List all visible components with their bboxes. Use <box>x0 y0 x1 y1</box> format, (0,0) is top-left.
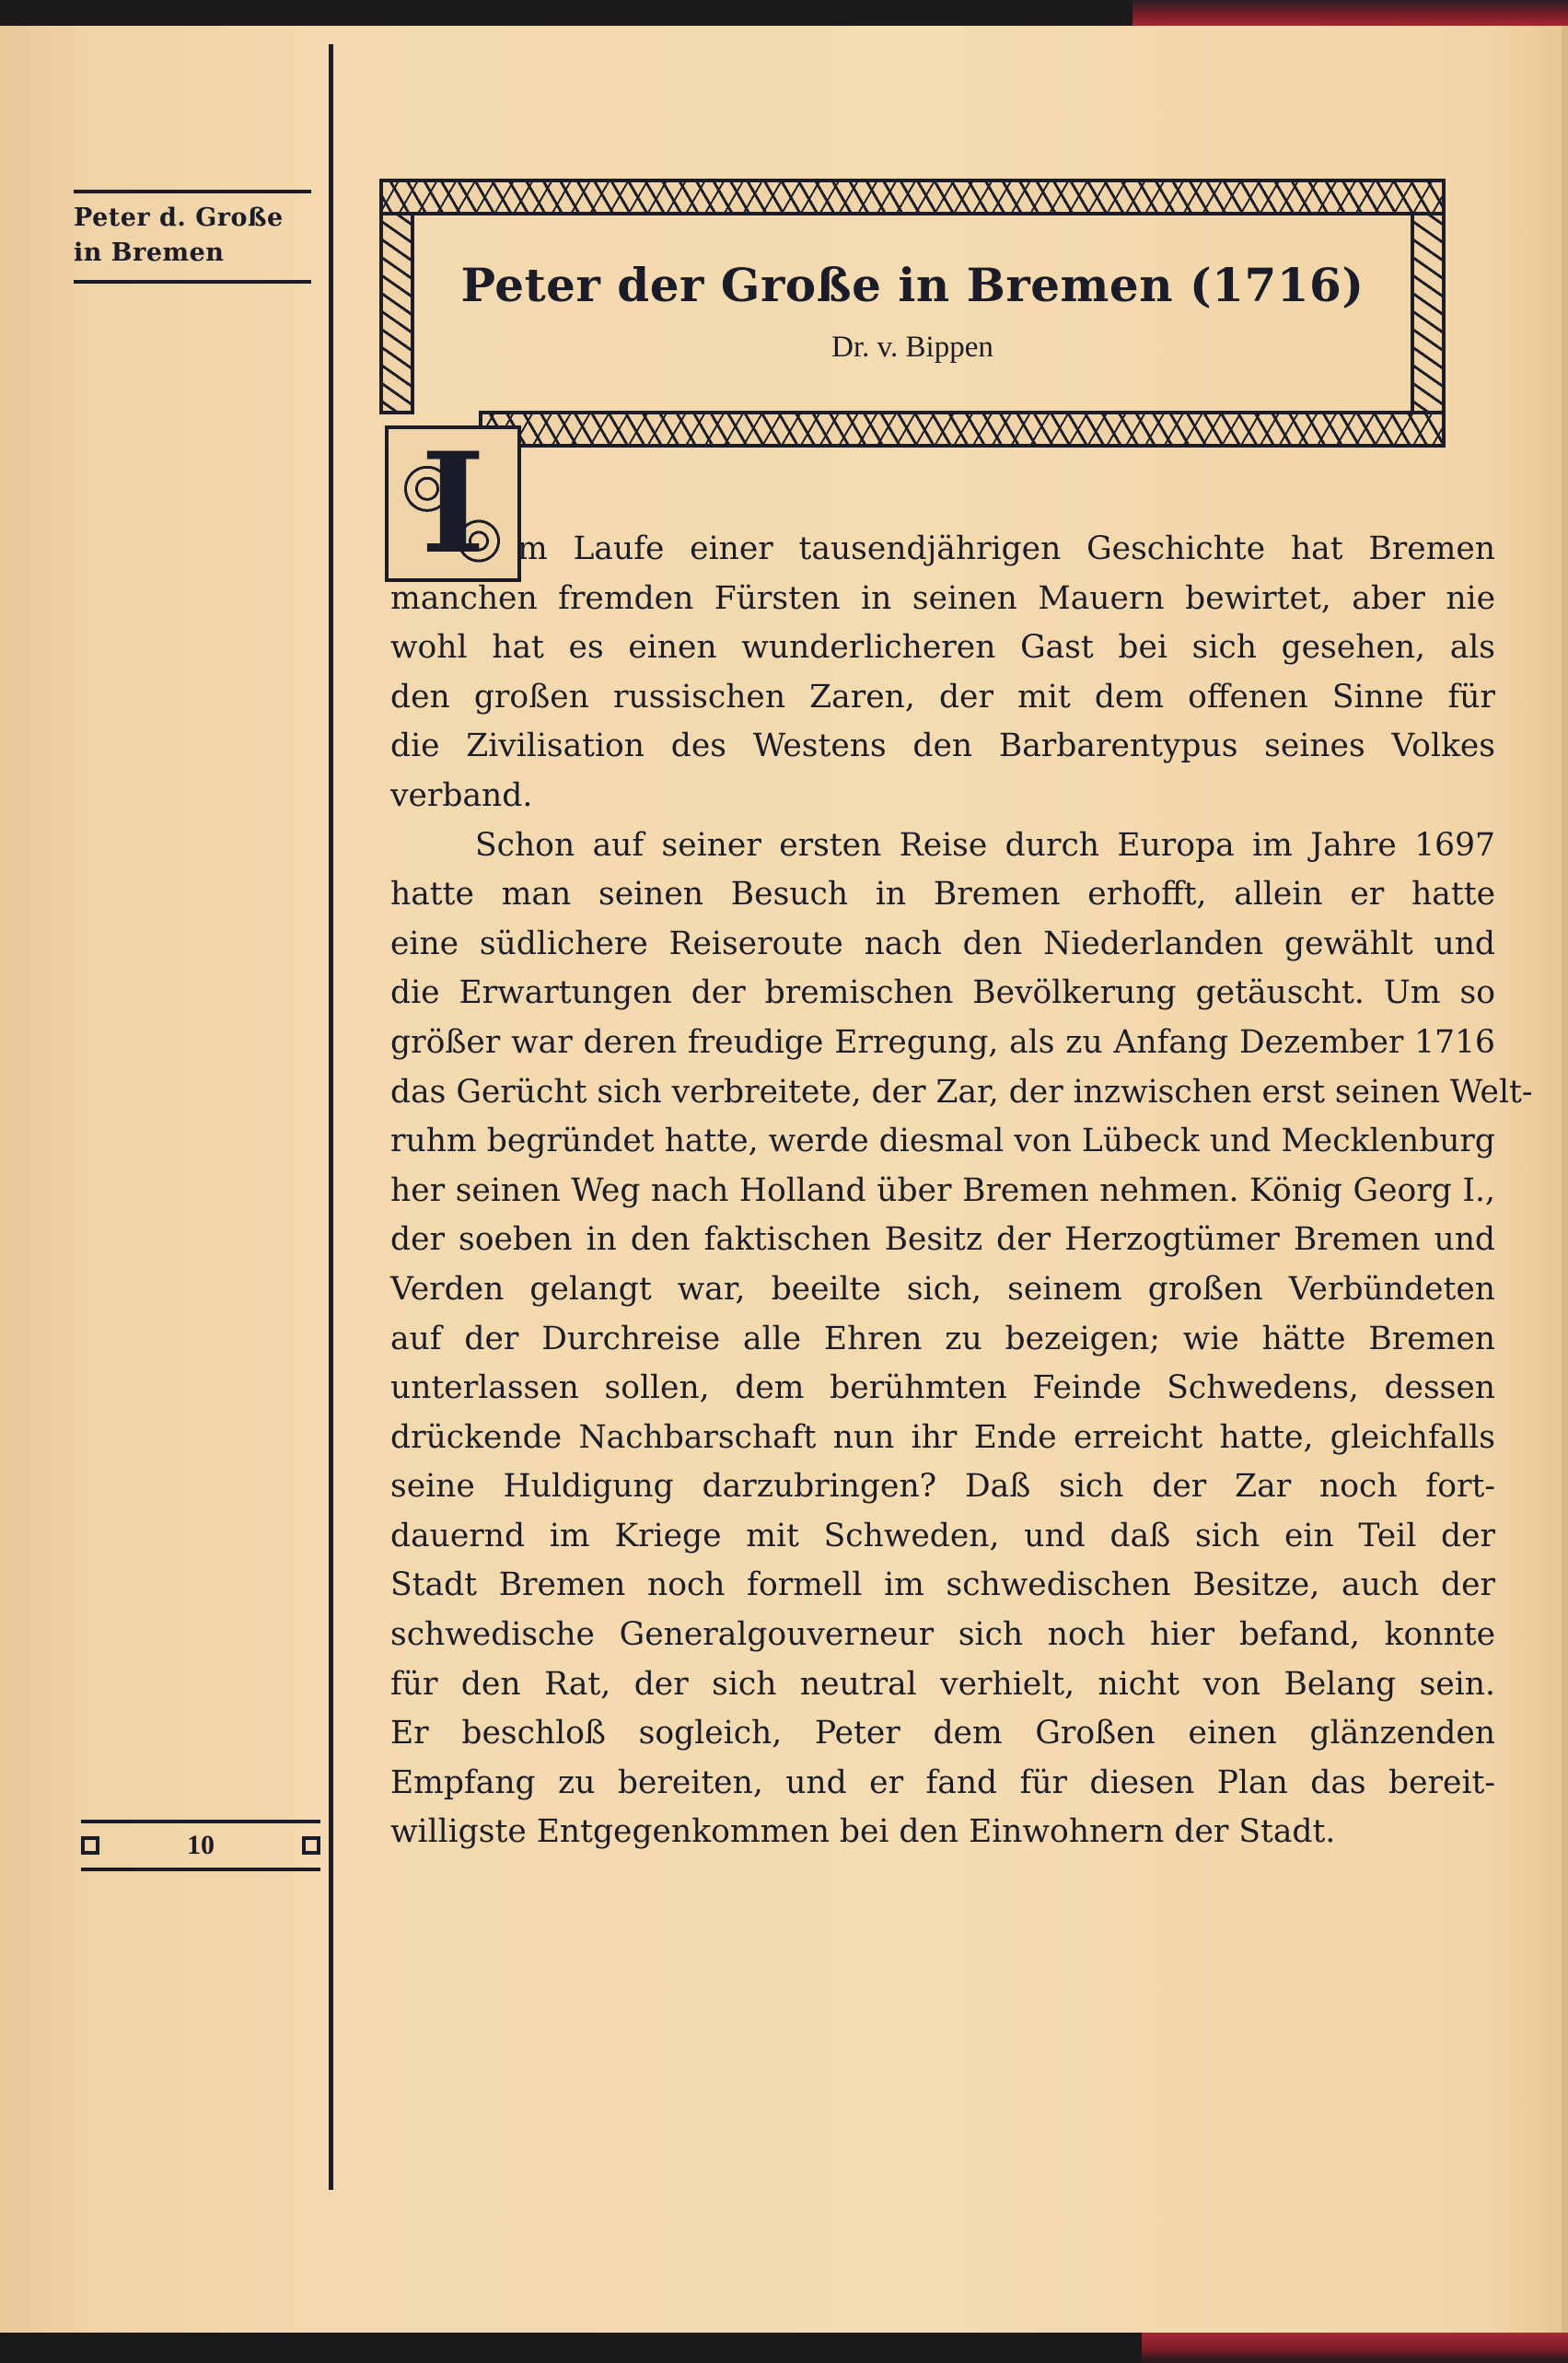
running-head <box>74 190 311 284</box>
ornamental-title-frame <box>379 179 1446 448</box>
article-author: Dr. v. Bippen <box>831 331 993 364</box>
running-head-line-2: in Bremen <box>74 239 225 267</box>
text-line: für den Rat, der sich neutral verhielt, nicht von Belang sein. <box>390 1665 1495 1703</box>
running-head-line-1: Peter d. Große <box>74 204 284 232</box>
text-line: m Laufe einer tausendjährigen Geschichte hat Bremen <box>517 530 1495 567</box>
text-line: der soeben in den faktischen Besitz der Herzogtümer Bremen und <box>390 1221 1495 1259</box>
text-line: den großen russischen Zaren, der mit dem offenen Sinne für <box>390 678 1495 716</box>
text-line: verband. <box>390 776 533 814</box>
text-line: Schon auf seiner ersten Reise durch Europa im Jahre 1697 <box>475 826 1495 864</box>
text-line: wohl hat es einen wunderlicheren Gast bei sich gesehen, als <box>390 629 1495 667</box>
book-cover-bottom-edge <box>1142 2328 1568 2363</box>
text-line: ruhm begründet hatte, werde diesmal von Lübeck und Mecklenburg <box>390 1123 1495 1160</box>
text-line: hatte man seinen Besuch in Bremen erhofft, allein er hatte <box>390 876 1495 914</box>
text-line: Verden gelangt war, beeilte sich, seinem großen Verbündeten <box>390 1270 1495 1308</box>
text-line: Stadt Bremen noch formell im schwedischen Besitze, auch der <box>390 1566 1495 1604</box>
page-edge <box>1562 26 1568 2333</box>
text-line: seine Huldigung darzubringen? Daß sich der Zar noch fort- <box>390 1468 1495 1506</box>
page-number-box <box>81 1820 320 1871</box>
square-ornament-icon <box>81 1836 99 1855</box>
text-line: die Zivilisation des Westens den Barbarentypus seines Volkes <box>390 728 1495 765</box>
article-title: Peter der Große in Bremen (1716) <box>460 258 1365 312</box>
text-line: dauernd im Kriege mit Schweden, und daß sich ein Teil der <box>390 1517 1495 1554</box>
text-line: drückende Nachbarschaft nun ihr Ende erreicht hatte, gleichfalls <box>390 1418 1495 1456</box>
text-line: größer war deren freudige Erregung, als zu Anfang Dezember 1716 <box>390 1023 1495 1061</box>
drop-cap-letter: I <box>420 423 486 585</box>
text-line: das Gerücht sich verbreitete, der Zar, der inzwischen erst seinen Welt- <box>390 1073 1533 1111</box>
article-body <box>390 525 1533 1857</box>
text-line: her seinen Weg nach Holland über Bremen nehmen. König Georg I., <box>390 1171 1495 1209</box>
ornament-border-left <box>379 212 414 414</box>
text-line: unterlassen sollen, dem berühmten Feinde Schwedens, dessen <box>390 1369 1495 1407</box>
title-block <box>420 219 1405 407</box>
text-line: auf der Durchreise alle Ehren zu bezeigen; wie hätte Bremen <box>390 1320 1495 1357</box>
text-line: Empfang zu bereiten, und er fand für diesen Plan das bereit- <box>390 1764 1495 1801</box>
text-line: willigste Entgegenkommen bei den Einwohnern der Stadt. <box>390 1813 1336 1851</box>
square-ornament-icon <box>302 1836 320 1855</box>
page-number: 10 <box>187 1830 215 1860</box>
text-line: schwedische Generalgouverneur sich noch hier befand, konnte <box>390 1616 1495 1654</box>
ornament-border-bottom <box>479 411 1446 448</box>
text-line: eine südlichere Reiseroute nach den Niederlanden gewählt und <box>390 925 1495 962</box>
ornament-border-top <box>379 179 1446 215</box>
text-line: manchen fremden Fürsten in seinen Mauern bewirtet, aber nie <box>390 579 1495 617</box>
margin-rule <box>329 44 333 2190</box>
text-line: die Erwartungen der bremischen Bevölkerung getäuscht. Um so <box>390 974 1495 1012</box>
ornament-border-right <box>1411 212 1446 414</box>
text-line: Er beschloß sogleich, Peter dem Großen einen glänzenden <box>390 1715 1495 1752</box>
